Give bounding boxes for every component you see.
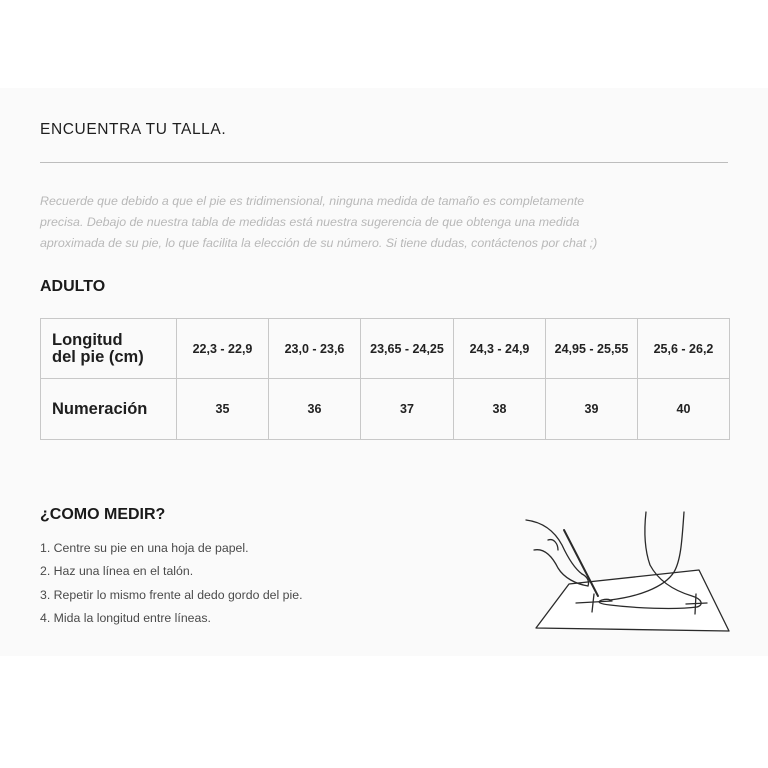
foot-on-paper-measuring-icon [524,510,734,636]
size-cell: 40 [638,379,730,440]
title-divider [40,162,728,163]
length-cell: 24,3 - 24,9 [454,319,546,379]
length-cell: 22,3 - 22,9 [177,319,269,379]
page-title: ENCUENTRA TU TALLA. [40,121,227,138]
size-table [40,318,730,440]
measure-step: 2. Haz una línea en el talón. [40,564,194,579]
length-cell: 23,0 - 23,6 [269,319,361,379]
adult-heading: ADULTO [40,278,106,295]
sizing-note-line: aproximada de su pie, lo que facilita la elección de su número. Si tiene dudas, contáctenos por chat ;) [40,236,598,250]
length-cell: 25,6 - 26,2 [638,319,730,379]
size-cell: 39 [546,379,638,440]
size-number-row [41,379,730,440]
size-cell: 37 [361,379,454,440]
size-cell: 35 [177,379,269,440]
how-to-measure-heading: ¿COMO MEDIR? [40,506,166,523]
foot-length-label [41,319,177,379]
measure-steps-list [40,537,302,630]
size-number-label: Numeración [41,379,177,440]
foot-length-row [41,319,730,379]
foot-length-label-line: del pie (cm) [52,347,144,366]
size-cell: 38 [454,379,546,440]
sizing-note [40,191,740,254]
foot-length-label-line: Longitud [52,330,123,349]
measure-step: 4. Mida la longitud entre líneas. [40,610,211,625]
measure-step: 1. Centre su pie en una hoja de papel. [40,541,249,555]
sizing-note-line: Recuerde que debido a que el pie es tridimensional, ninguna medida de tamaño es completamente [40,194,585,208]
size-cell: 36 [269,379,361,440]
length-cell: 24,95 - 25,55 [546,319,638,379]
sizing-note-line: precisa. Debajo de nuestra tabla de medidas está nuestra sugerencia de que obtenga una medida [40,215,580,229]
measure-step: 3. Repetir lo mismo frente al dedo gordo del pie. [40,587,303,602]
length-cell: 23,65 - 24,25 [361,319,454,379]
